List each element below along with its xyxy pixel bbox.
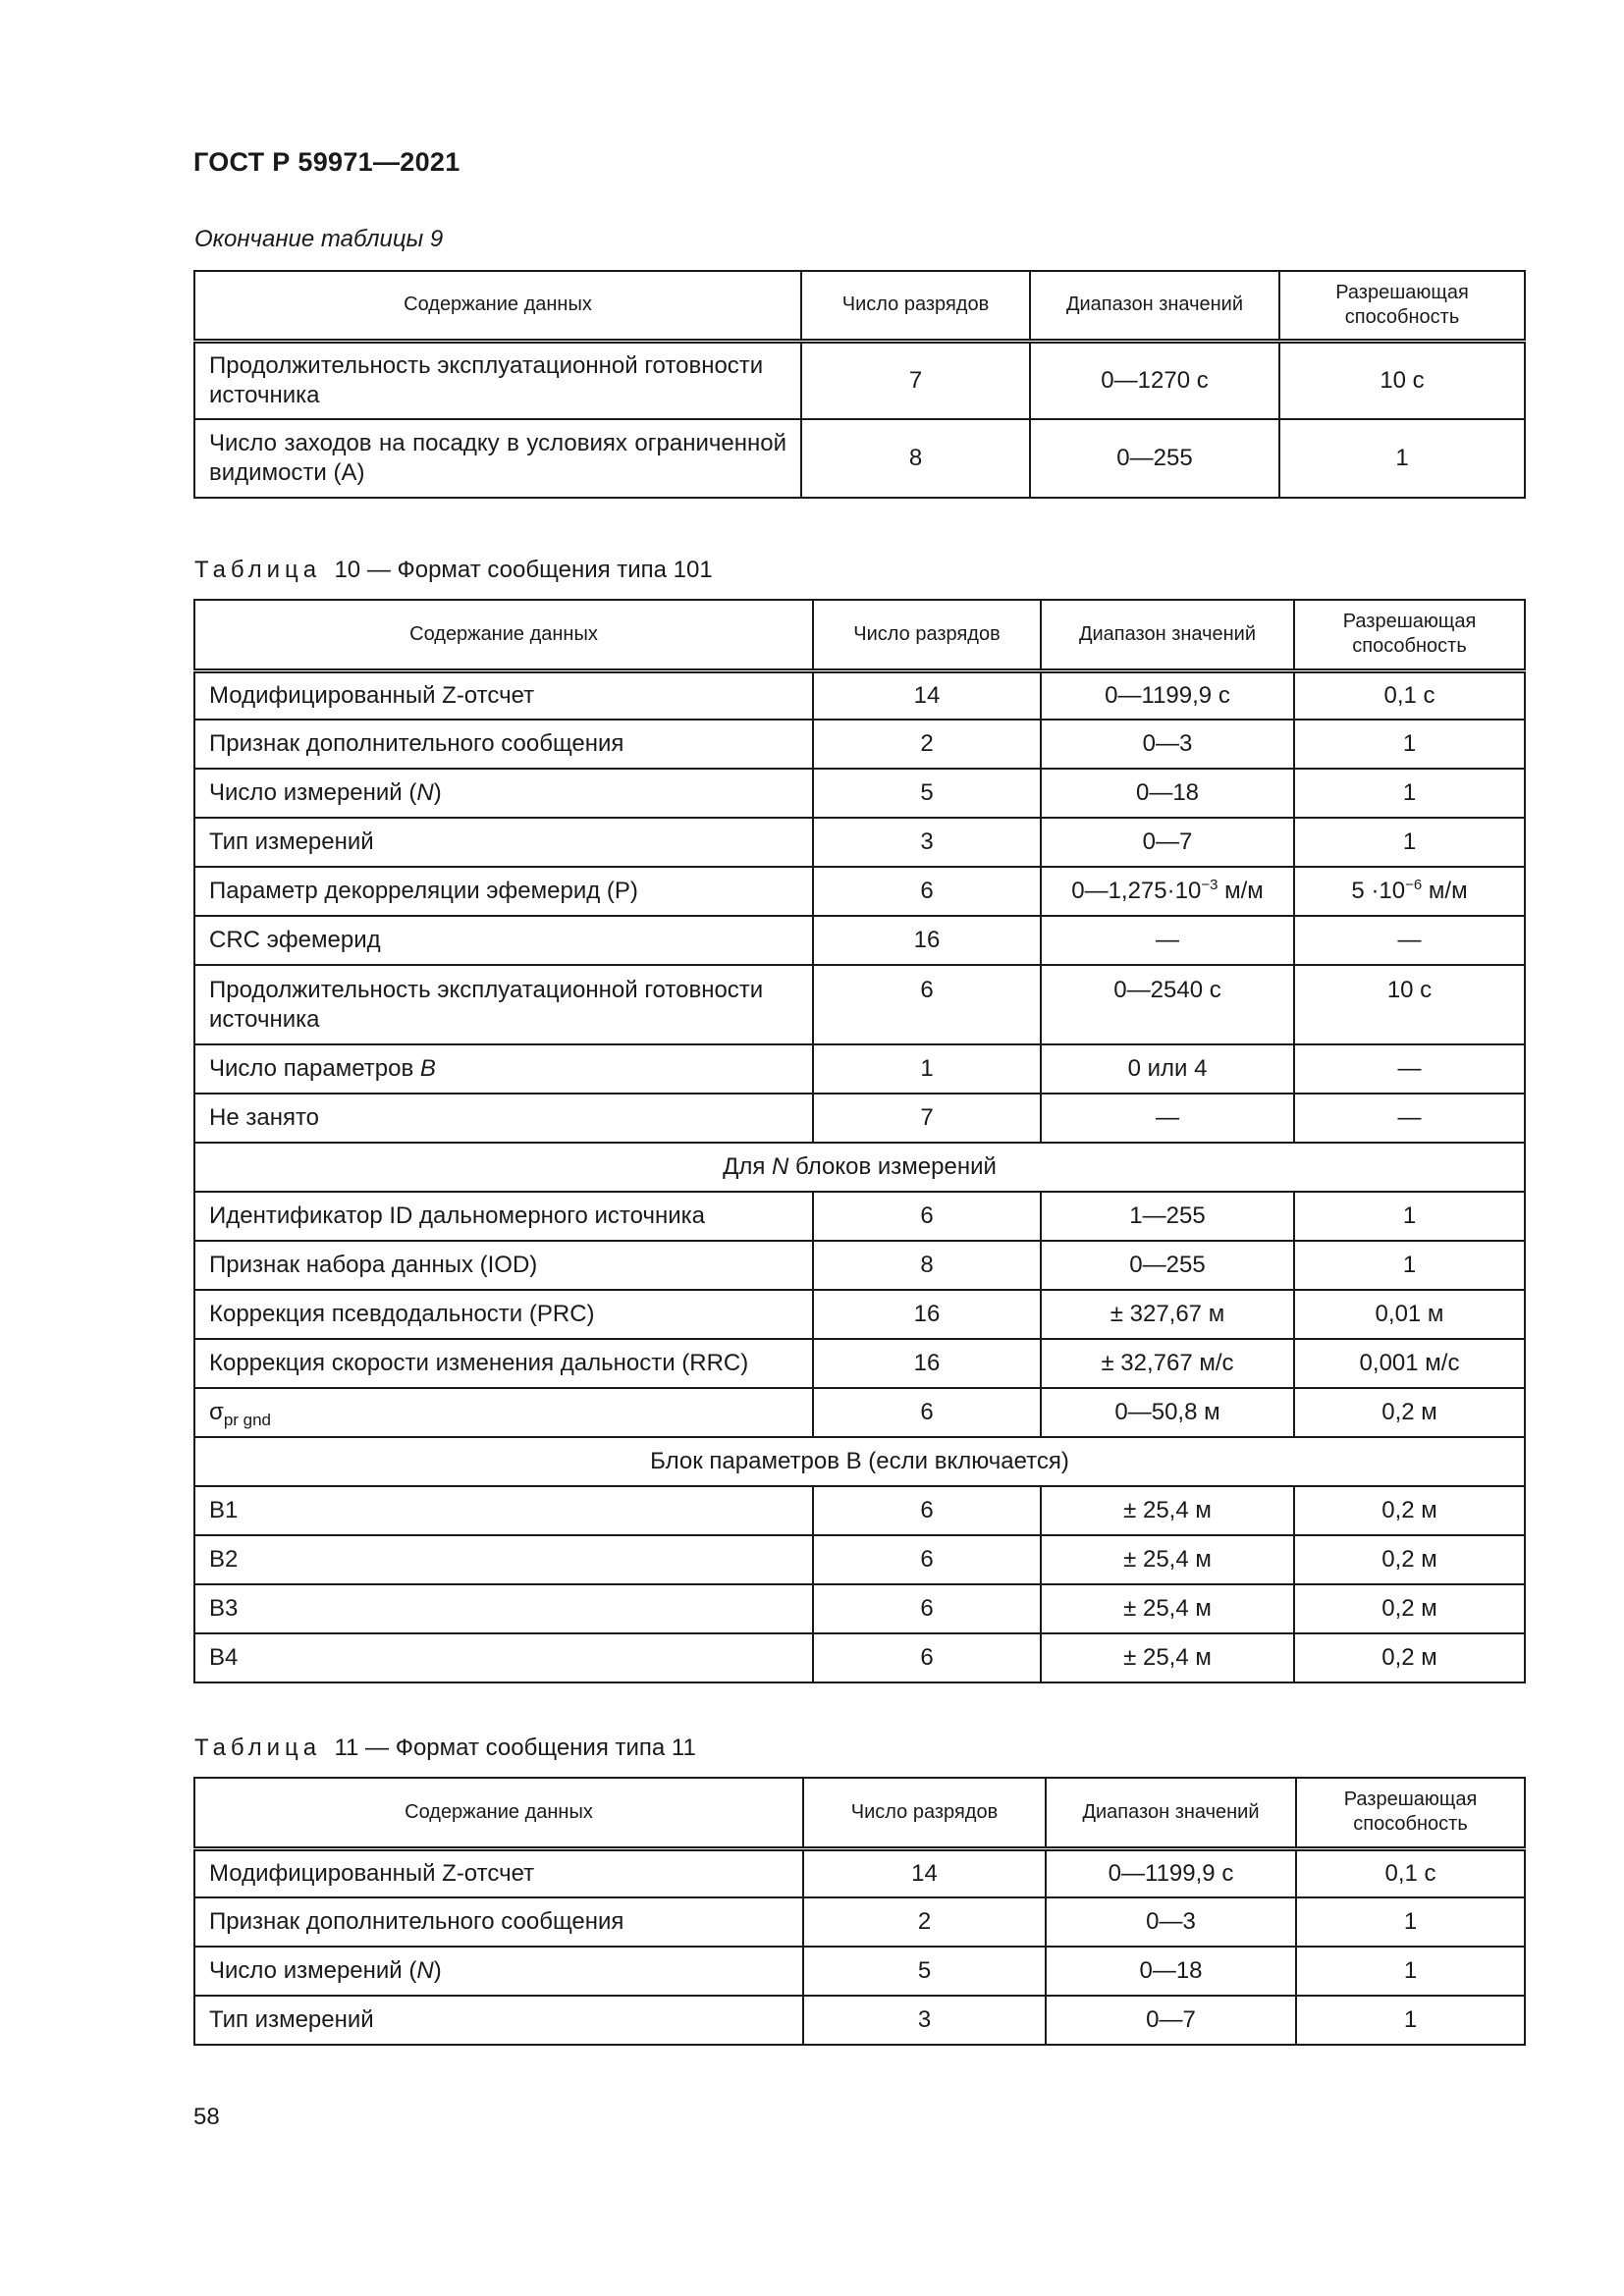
cell-range: 0—1270 с [1030,341,1279,419]
cell-content: Продолжительность эксплуатационной готовности источника [194,341,801,419]
table-row [194,419,1525,498]
cell-content: CRC эфемерид [194,916,813,965]
cell-content: B4 [194,1633,813,1682]
cell-range: 0—50,8 м [1041,1388,1294,1437]
table-header-row [194,1778,1525,1848]
section-row [194,1437,1525,1486]
cell-bits: 16 [813,916,1041,965]
cell-range: 0—255 [1030,419,1279,498]
cell-content: $\sigma_{pr gnd}$ [194,1388,813,1437]
table-row [194,1192,1525,1241]
cell-content: B1 [194,1486,813,1535]
cell-content: Тип измерений [194,1996,803,2045]
cell-resolution: 1 [1294,818,1525,867]
cell-content: Параметр декорреляции эфемерид (P) [194,867,813,916]
cell-bits: 14 [803,1848,1046,1897]
cell-resolution: 1 [1294,1192,1525,1241]
cell-range: 0—7 [1041,818,1294,867]
cell-resolution: 1 [1294,1241,1525,1290]
col-header-range: Диапазон значений [1041,600,1294,670]
cell-range: 0—18 [1046,1947,1296,1996]
table-row [194,1535,1525,1584]
cell-bits: 16 [813,1339,1041,1388]
cell-content: Число заходов на посадку в условиях ограниченной видимости (А) [194,419,801,498]
table11-caption-title: 11 — Формат сообщения типа 11 [334,1735,696,1761]
document-id: ГОСТ Р 59971—2021 [193,147,460,177]
cell-range: — [1041,916,1294,965]
cell-content: Модифицированный Z-отсчет [194,1848,803,1897]
col-header-range: Диапазон значений [1046,1778,1296,1848]
col-header-range: Диапазон значений [1030,271,1279,341]
cell-bits: 14 [813,670,1041,720]
table-row [194,1947,1525,1996]
cell-bits: 6 [813,1388,1041,1437]
cell-content: Число измерений (N) [194,769,813,818]
cell-resolution: 1 [1296,1947,1525,1996]
cell-content: Тип измерений [194,818,813,867]
table-row [194,1486,1525,1535]
cell-content: Число измерений (N) [194,1947,803,1996]
cell-resolution: 10 с [1294,965,1525,1044]
table-row [194,916,1525,965]
cell-bits: 8 [801,419,1030,498]
cell-resolution: — [1294,1044,1525,1094]
table-row [194,1848,1525,1897]
cell-resolution: — [1294,1094,1525,1143]
table11-caption [194,1735,696,1762]
table-header-row [194,600,1525,670]
cell-range: ± 25,4 м [1041,1535,1294,1584]
table-row [194,1996,1525,2045]
cell-bits: 7 [813,1094,1041,1143]
cell-bits: 2 [803,1897,1046,1947]
cell-range: ± 25,4 м [1041,1633,1294,1682]
cell-range: 0—18 [1041,769,1294,818]
table-row [194,341,1525,419]
table-row [194,670,1525,720]
section-n-blocks: Для N блоков измерений [194,1143,1525,1192]
table-row [194,1094,1525,1143]
cell-bits: 6 [813,1486,1041,1535]
cell-resolution: 1 [1296,1897,1525,1947]
cell-bits: 6 [813,965,1041,1044]
cell-range: ± 25,4 м [1041,1584,1294,1633]
col-header-bits: Число разрядов [813,600,1041,670]
cell-content: Коррекция псевдодальности (PRC) [194,1290,813,1339]
col-header-resolution: Разрешающая способность [1294,600,1525,670]
col-header-content: Содержание данных [194,1778,803,1848]
cell-range: — [1041,1094,1294,1143]
table-row [194,867,1525,916]
cell-bits: 5 [813,769,1041,818]
col-header-content: Содержание данных [194,271,801,341]
cell-bits: 1 [813,1044,1041,1094]
cell-bits: 7 [801,341,1030,419]
col-header-bits: Число разрядов [803,1778,1046,1848]
table-row [194,1633,1525,1682]
table-row [194,818,1525,867]
cell-range: 0—3 [1041,720,1294,769]
cell-resolution: 1 [1296,1996,1525,2045]
cell-bits: 6 [813,1584,1041,1633]
cell-range: 0—255 [1041,1241,1294,1290]
cell-bits: 8 [813,1241,1041,1290]
cell-content: Признак дополнительного сообщения [194,1897,803,1947]
table-row [194,1044,1525,1094]
cell-resolution: 0,2 м [1294,1535,1525,1584]
cell-resolution: 0,2 м [1294,1388,1525,1437]
page-number: 58 [193,2104,220,2130]
section-row [194,1143,1525,1192]
table-row [194,1584,1525,1633]
table-row [194,965,1525,1044]
table-row [194,1290,1525,1339]
col-header-content: Содержание данных [194,600,813,670]
table-row [194,1897,1525,1947]
table11 [193,1777,1526,2046]
col-header-resolution: Разрешающая способность [1296,1778,1525,1848]
table10 [193,599,1526,1683]
table9 [193,270,1526,499]
cell-content: B2 [194,1535,813,1584]
cell-resolution: 1 [1294,769,1525,818]
cell-content: Идентификатор ID дальномерного источника [194,1192,813,1241]
cell-resolution: 0,01 м [1294,1290,1525,1339]
cell-bits: 2 [813,720,1041,769]
table10-caption-word: Таблица [194,557,322,583]
cell-resolution: $5 \cdot 10^{-6}$ м/м [1294,867,1525,916]
cell-range: 0—1199,9 с [1046,1848,1296,1897]
cell-content: B3 [194,1584,813,1633]
table10-caption [194,557,713,584]
table-row [194,720,1525,769]
cell-resolution: 10 с [1279,341,1525,419]
cell-bits: 6 [813,867,1041,916]
cell-range: ± 25,4 м [1041,1486,1294,1535]
cell-range: ± 327,67 м [1041,1290,1294,1339]
table-row [194,1339,1525,1388]
cell-bits: 6 [813,1192,1041,1241]
table-row [194,769,1525,818]
cell-resolution: 1 [1279,419,1525,498]
cell-resolution: 1 [1294,720,1525,769]
table11-caption-word: Таблица [194,1735,322,1761]
cell-bits: 16 [813,1290,1041,1339]
cell-range: 1—255 [1041,1192,1294,1241]
col-header-bits: Число разрядов [801,271,1030,341]
cell-range: 0—3 [1046,1897,1296,1947]
cell-content: Признак набора данных (IOD) [194,1241,813,1290]
section-b-params: Блок параметров B (если включается) [194,1437,1525,1486]
cell-resolution: 0,2 м [1294,1584,1525,1633]
cell-content: Признак дополнительного сообщения [194,720,813,769]
cell-bits: 6 [813,1633,1041,1682]
cell-resolution: 0,001 м/с [1294,1339,1525,1388]
table10-caption-title: 10 — Формат сообщения типа 101 [334,557,713,583]
cell-resolution: 0,2 м [1294,1633,1525,1682]
table-row [194,1241,1525,1290]
table-row [194,1388,1525,1437]
cell-resolution: 0,1 с [1296,1848,1525,1897]
cell-content: Число параметров B [194,1044,813,1094]
cell-range: 0—1199,9 с [1041,670,1294,720]
cell-range: 0—7 [1046,1996,1296,2045]
table9-caption: Окончание таблицы 9 [194,226,444,252]
cell-range: ± 32,767 м/с [1041,1339,1294,1388]
cell-bits: 3 [813,818,1041,867]
cell-range: 0 или 4 [1041,1044,1294,1094]
cell-content: Не занято [194,1094,813,1143]
cell-resolution: — [1294,916,1525,965]
cell-resolution: 0,2 м [1294,1486,1525,1535]
cell-content: Коррекция скорости изменения дальности (RRC) [194,1339,813,1388]
cell-content: Модифицированный Z-отсчет [194,670,813,720]
cell-bits: 5 [803,1947,1046,1996]
col-header-resolution: Разрешающая способность [1279,271,1525,341]
cell-content: Продолжительность эксплуатационной готовности источника [194,965,813,1044]
cell-bits: 3 [803,1996,1046,2045]
cell-range: 0—2540 с [1041,965,1294,1044]
table-header-row [194,271,1525,341]
cell-resolution: 0,1 с [1294,670,1525,720]
cell-bits: 6 [813,1535,1041,1584]
cell-range: $0—1,275\cdot 10^{-3}$ м/м [1041,867,1294,916]
